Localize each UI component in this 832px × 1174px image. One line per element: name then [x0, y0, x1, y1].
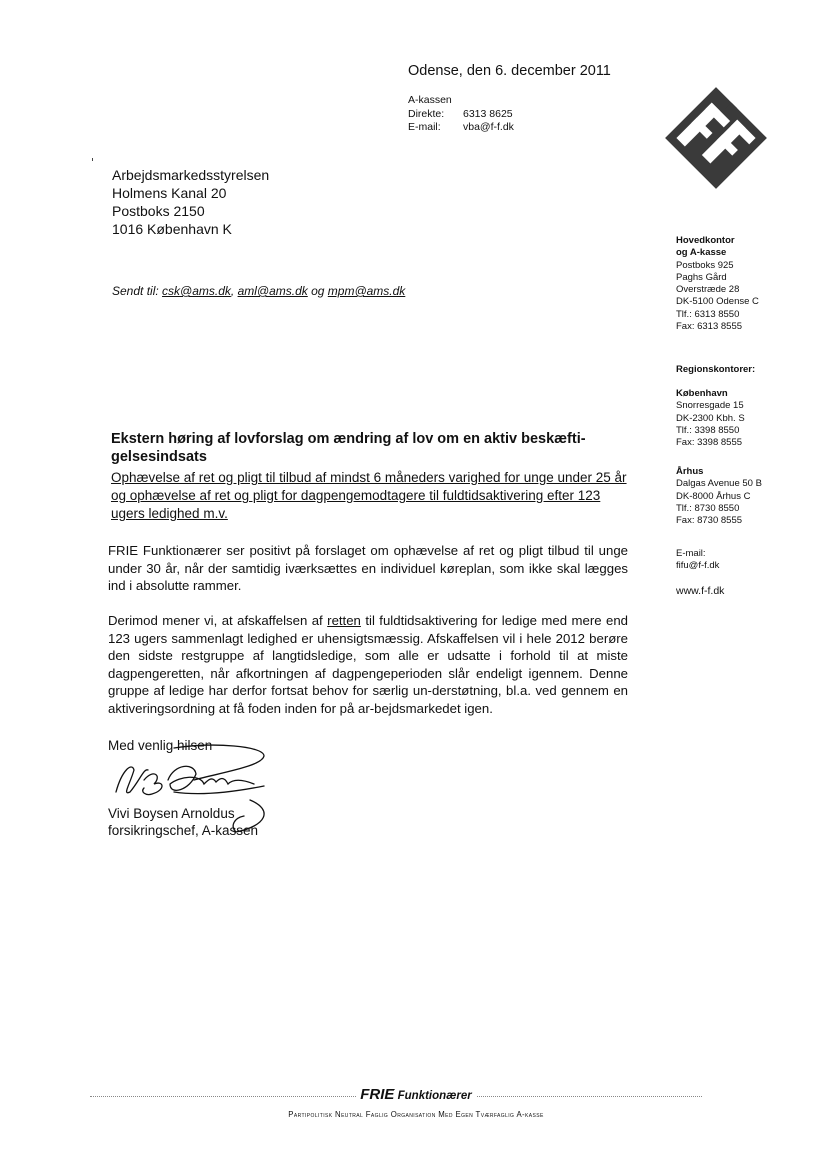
recipient-address [112, 166, 269, 238]
signer-name: Vivi Boysen Arnoldus [108, 806, 235, 821]
sender-contact [408, 94, 514, 135]
brand-rest: Funktionærer [394, 1090, 472, 1102]
regions-title: Regionskontorer: [676, 364, 756, 375]
aarhus-line: Tlf.: 8730 8550 [676, 502, 740, 514]
letter-subheading: Ophævelse af ret og pligt til tilbud af mindst 6 måneders varighed for unge under 25 år og ophævelse af ret og pligt for dagpengemodtagere til fuldtidsaktivering efter 123 ugers ledighed m.v. [111, 470, 627, 521]
sidebar-email [676, 548, 719, 573]
hq-title: Hovedkontor [676, 235, 735, 246]
aarhus-line: DK-8000 Århus C [676, 490, 751, 502]
hq-title: og A-kasse [676, 247, 727, 259]
sidebar-email-label: E-mail: [676, 548, 706, 559]
phone-row [408, 108, 514, 122]
signer-block [108, 805, 258, 839]
sidebar-copenhagen [676, 388, 745, 449]
email-link[interactable]: aml@ams.dk [237, 284, 308, 298]
sent-to-line [112, 284, 405, 298]
letter-date: Odense, den 6. december 2011 [408, 63, 611, 79]
hq-line: Tlf.: 6313 8550 [676, 308, 740, 320]
kbh-line: Fax: 3398 8555 [676, 437, 743, 449]
recipient-line: Postboks 2150 [112, 203, 205, 219]
phone-value: 6313 8625 [463, 107, 513, 120]
kbh-line: DK-2300 Kbh. S [676, 412, 745, 424]
email-link[interactable]: mpm@ams.dk [327, 284, 406, 298]
sidebar-aarhus [676, 466, 762, 527]
sidebar-email-value[interactable]: fifu@f-f.dk [676, 560, 720, 572]
phone-label: Direkte: [408, 107, 445, 120]
department-label: A-kassen [408, 94, 452, 106]
underlined-word: retten [327, 613, 361, 628]
kbh-title: København [676, 388, 728, 399]
ff-diamond-logo-icon [660, 82, 772, 194]
separator: , [230, 284, 238, 298]
hq-line: Postboks 925 [676, 259, 734, 271]
paragraph-2 [108, 612, 628, 717]
recipient-line: 1016 København K [112, 221, 232, 237]
website-link[interactable]: www.f-f.dk [676, 585, 725, 597]
aarhus-line: Fax: 8730 8555 [676, 515, 743, 527]
email-label: E-mail: [408, 121, 441, 133]
recipient-line: Arbejdsmarkedsstyrelsen [112, 167, 270, 183]
hq-line: Paghs Gård [676, 271, 727, 283]
sidebar-hq [676, 235, 759, 333]
kbh-line: Snorresgade 15 [676, 400, 744, 412]
letter-heading: Ekstern høring af lovforslag om ændring af lov om en aktiv beskæfti-gelsesindsats [111, 431, 586, 465]
paragraph-text: Derimod mener vi, at afskaffelsen af [108, 613, 328, 628]
hq-line: Overstræde 28 [676, 284, 740, 296]
aarhus-line: Dalgas Avenue 50 B [676, 478, 762, 490]
footer-brand [0, 1086, 832, 1104]
email-value[interactable]: vba@f-f.dk [463, 121, 514, 133]
separator: og [307, 284, 328, 298]
email-row [408, 121, 514, 135]
aarhus-title: Århus [676, 466, 704, 477]
footer-tagline: Partipolitisk Neutral Faglig Organisation Med Egen Tværfaglig A-kasse [288, 1110, 544, 1119]
sent-to-prefix: Sendt til: [112, 284, 163, 298]
kbh-line: Tlf.: 3398 8550 [676, 424, 740, 436]
paragraph-text: til fuldtidsaktivering for ledige med mere end 123 ugers sammenlagt ledighed er uhensigtsmæssig. Afskaffelsen vil i hele 2012 berøre den sidste restgruppe af langtidsledige, som alle er udsatte i forhold til at miste dagpengeretten, når afkortningen af dagpengeperioden slår endeligt igennem. Denne gruppe af ledige har derfor fortsat behov for særlig un-derstøtning, bl.a. ved gennem en aktiveringsordning at få foden inden for på ar-bejdsmarkedet igen. [108, 613, 629, 716]
margin-mark [92, 158, 93, 161]
paragraph-1: FRIE Funktionærer ser positivt på forslaget om ophævelse af ret og pligt tilbud til unge under 30 år, når der samtidig iværksættes en individuel køreplan, som ikke skal lægges ind i absolutte rammer. [108, 543, 628, 593]
recipient-line: Holmens Kanal 20 [112, 185, 227, 201]
brand-bold: FRIE [360, 1086, 395, 1103]
closing: Med venlig hilsen [108, 738, 213, 753]
email-link[interactable]: csk@ams.dk [162, 284, 231, 298]
hq-line: Fax: 6313 8555 [676, 321, 743, 333]
hq-line: DK-5100 Odense C [676, 296, 759, 308]
signer-title: forsikringschef, A-kassen [108, 823, 259, 838]
